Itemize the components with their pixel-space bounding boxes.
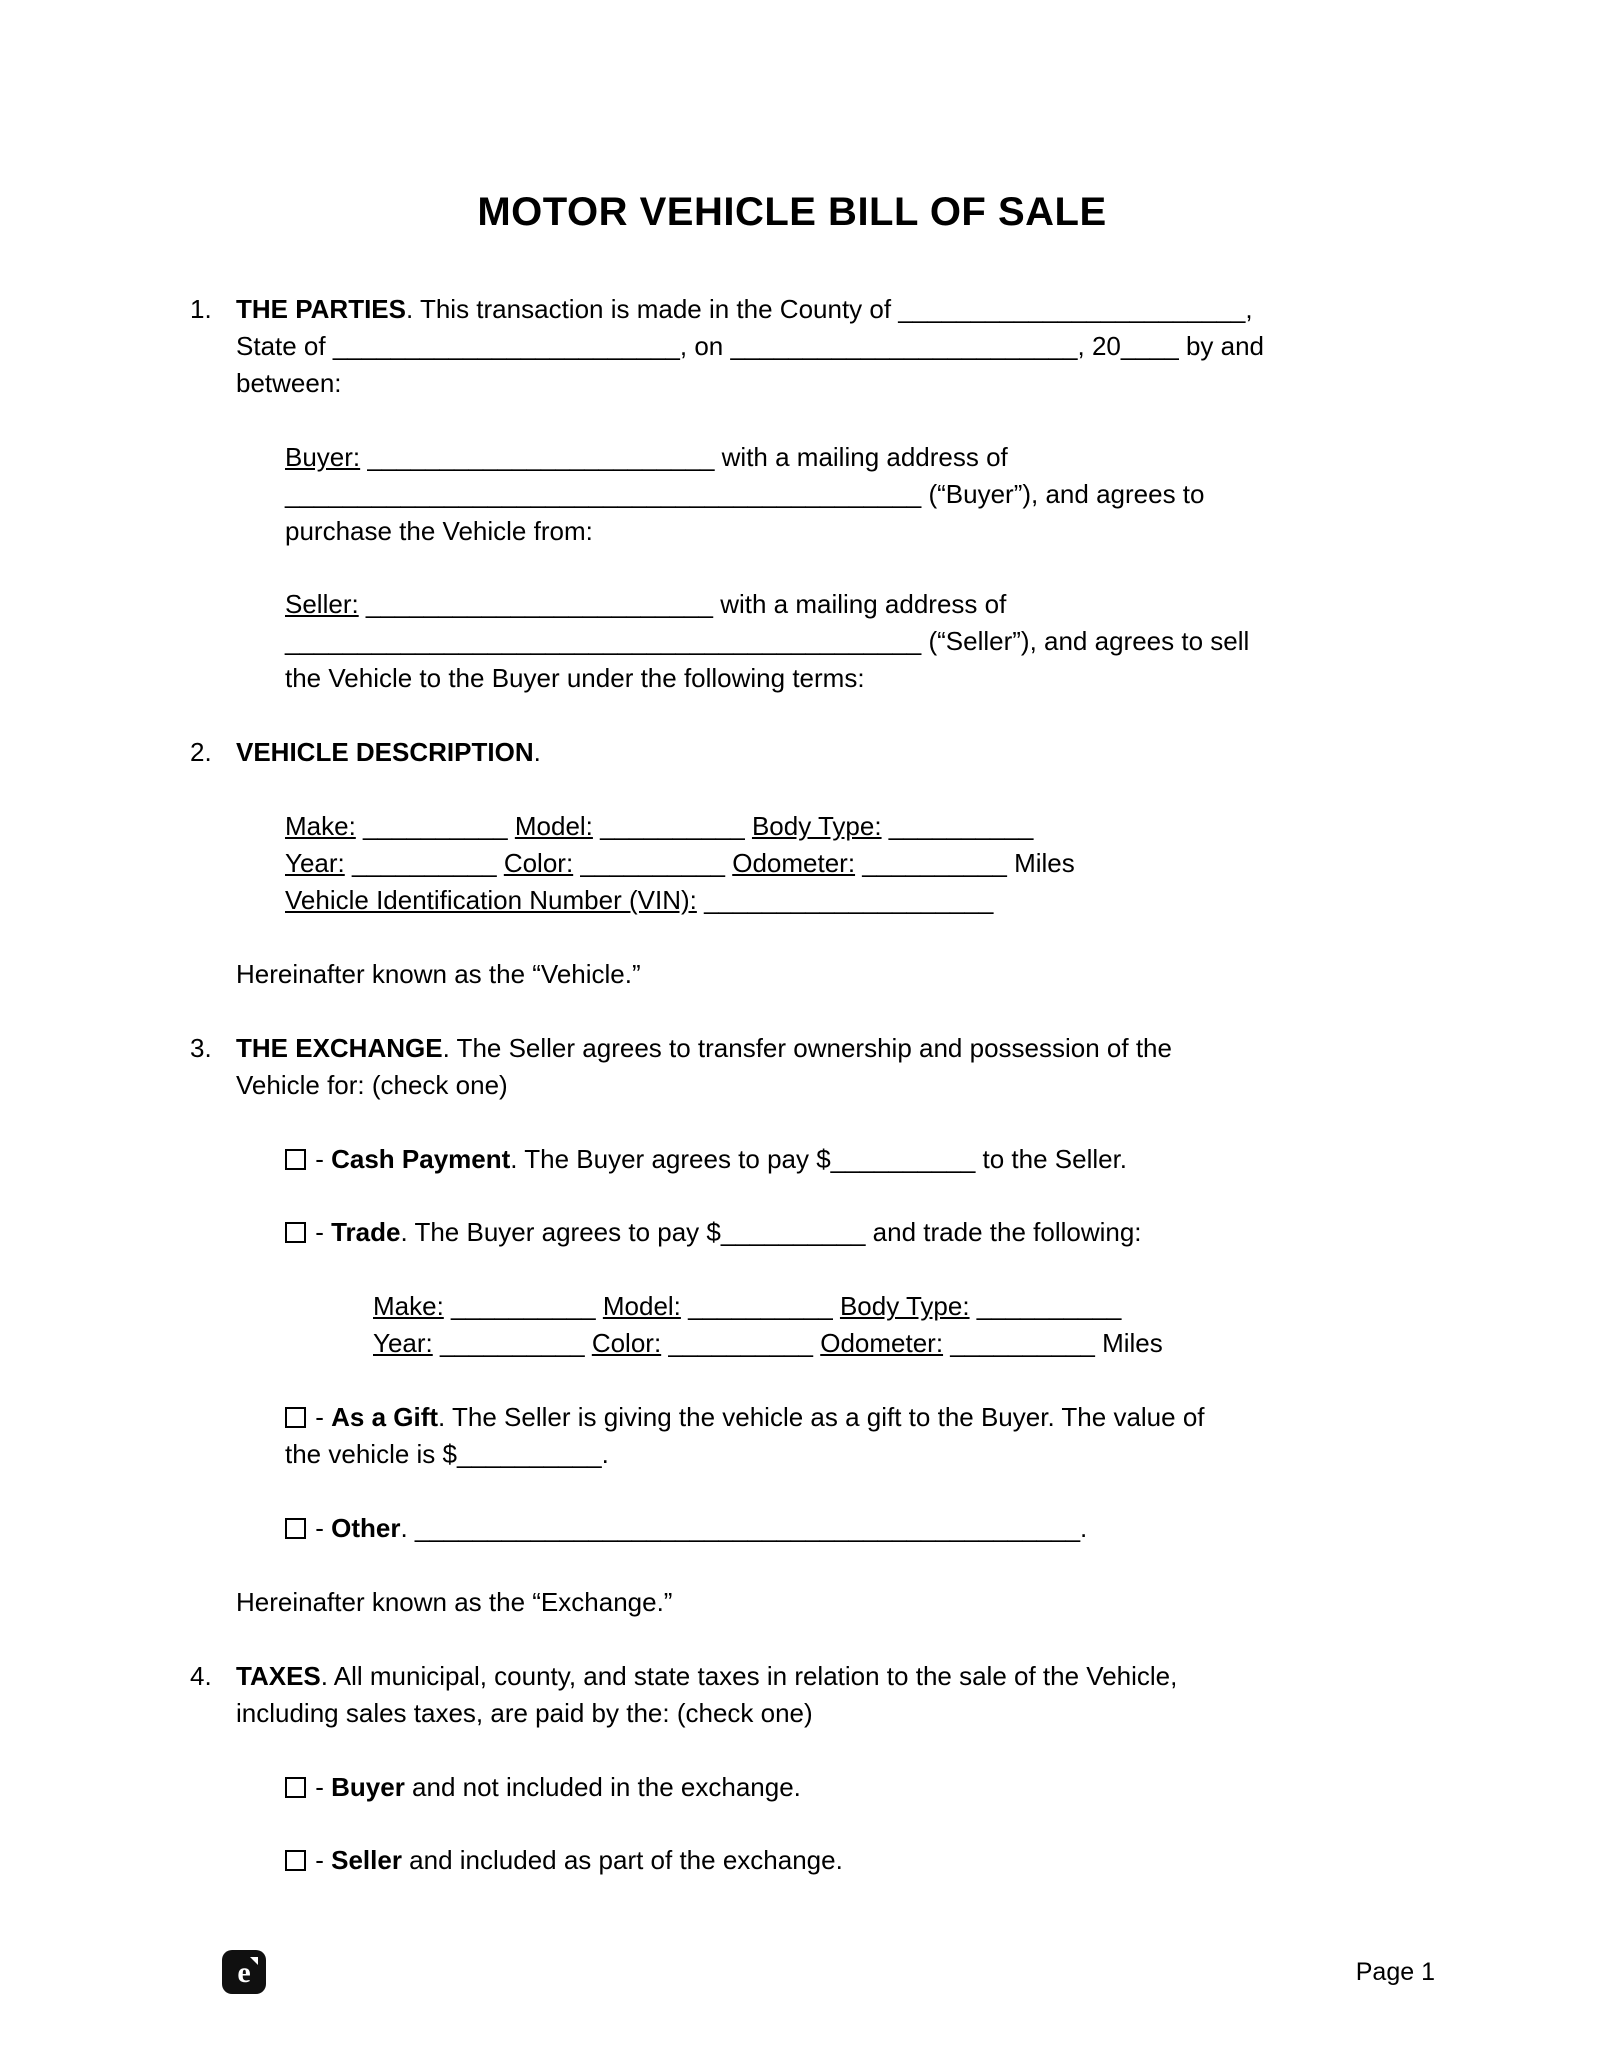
text-segment: THE EXCHANGE xyxy=(236,1032,443,1063)
text-segment: . xyxy=(533,737,541,768)
section-vehicle-body xyxy=(236,734,1394,1030)
underlined-label: Body Type: xyxy=(839,1291,970,1322)
text-segment: __________ Miles xyxy=(943,1328,1163,1359)
text-segment: purchase the Vehicle from: xyxy=(285,515,593,546)
text-segment: Cash Payment xyxy=(331,1143,511,1174)
page-footer xyxy=(222,1950,1435,1994)
underlined-label: Year: xyxy=(285,847,345,878)
section-parties xyxy=(190,291,1394,734)
document-title: MOTOR VEHICLE BILL OF SALE xyxy=(477,190,1107,234)
buyer-clause xyxy=(285,439,1394,550)
underlined-label: Buyer: xyxy=(285,441,361,472)
text-segment: and included as part of the exchange. xyxy=(401,1845,843,1876)
section-parties-body xyxy=(236,291,1394,734)
text-segment: . The Buyer agrees to pay $__________ to the Seller. xyxy=(510,1143,1128,1174)
text-segment: ____________________________________________ (“Buyer”), and agrees to xyxy=(285,478,1205,509)
underlined-label: Make: xyxy=(285,811,356,842)
page-fold-icon xyxy=(250,1957,258,1965)
underlined-label: Make: xyxy=(373,1291,444,1322)
checkbox-cash-payment[interactable] xyxy=(285,1149,306,1170)
section-exchange-body xyxy=(236,1030,1394,1658)
parties-intro xyxy=(236,291,1394,402)
text-segment: Buyer xyxy=(331,1771,405,1802)
underlined-label: Body Type: xyxy=(751,811,882,842)
section-exchange xyxy=(190,1030,1394,1658)
vehicle-note xyxy=(236,956,1394,993)
text-segment: including sales taxes, are paid by the: (check one) xyxy=(236,1697,813,1728)
text-segment: Hereinafter known as the “Vehicle.” xyxy=(236,958,641,989)
checkbox-gift[interactable] xyxy=(285,1407,306,1428)
section-taxes xyxy=(190,1658,1394,1917)
text-segment: Other xyxy=(331,1512,401,1543)
checkbox-taxes-seller[interactable] xyxy=(285,1850,306,1871)
text-segment: __________ xyxy=(661,1328,821,1359)
text-segment: . The Seller is giving the vehicle as a gift to the Buyer. The value of xyxy=(438,1402,1205,1433)
text-segment: State of ________________________, on ________________________, 20____ by and xyxy=(236,330,1265,361)
option-gift xyxy=(285,1399,1394,1473)
text-segment: As a Gift xyxy=(331,1402,439,1433)
text-segment: - xyxy=(308,1217,332,1248)
underlined-label: Year: xyxy=(373,1328,433,1359)
underlined-label: Color: xyxy=(503,847,574,878)
text-segment: and not included in the exchange. xyxy=(404,1771,801,1802)
option-taxes-buyer xyxy=(285,1769,1394,1806)
checkbox-taxes-buyer[interactable] xyxy=(285,1777,306,1798)
section-vehicle-description xyxy=(190,734,1394,1030)
text-segment: THE PARTIES xyxy=(236,294,406,324)
text-segment: ________________________ with a mailing address of xyxy=(360,441,1008,472)
option-taxes-seller-text xyxy=(308,1845,843,1875)
text-segment: - xyxy=(308,1512,332,1543)
text-segment: __________ xyxy=(680,1291,840,1322)
vehicle-fields-row-2 xyxy=(285,845,1394,882)
text-segment: . ______________________________________________. xyxy=(400,1512,1088,1543)
trade-fields-row-2 xyxy=(373,1325,1394,1362)
text-segment: the vehicle is $__________. xyxy=(285,1439,609,1470)
text-segment: the Vehicle to the Buyer under the following terms: xyxy=(285,663,865,694)
section-vehicle-number: 2. xyxy=(190,737,212,768)
text-segment: Hereinafter known as the “Exchange.” xyxy=(236,1586,673,1617)
section-parties-number: 1. xyxy=(190,294,212,324)
seller-clause xyxy=(285,586,1394,697)
checkbox-other[interactable] xyxy=(285,1518,306,1539)
text-segment: __________ xyxy=(969,1291,1122,1322)
vehicle-vin-row xyxy=(285,882,1394,919)
text-segment: ________________________ with a mailing address of xyxy=(358,589,1007,620)
text-segment: __________ xyxy=(573,847,733,878)
underlined-label: Seller: xyxy=(285,589,359,620)
underlined-label: Vehicle Identification Number (VIN): xyxy=(285,884,697,915)
eforms-logo-letter: e xyxy=(237,1956,251,1989)
text-segment: . The Seller agrees to transfer ownership and possession of the xyxy=(442,1032,1172,1063)
vehicle-description-heading xyxy=(236,734,1394,771)
text-segment: __________ xyxy=(881,811,1034,842)
text-segment: Vehicle for: (check one) xyxy=(236,1069,508,1100)
text-segment: __________ xyxy=(592,811,752,842)
vehicle-fields-row-1 xyxy=(285,808,1394,845)
text-segment: - xyxy=(308,1402,332,1433)
option-trade xyxy=(285,1214,1394,1251)
text-segment: __________ xyxy=(344,847,504,878)
text-segment: __________ xyxy=(443,1291,603,1322)
trade-vehicle-fields xyxy=(373,1288,1394,1362)
text-segment: Seller xyxy=(331,1845,402,1876)
trade-fields-row-1 xyxy=(373,1288,1394,1325)
exchange-note xyxy=(236,1584,1394,1621)
text-segment: - xyxy=(308,1771,332,1802)
option-cash-payment-text xyxy=(308,1144,1127,1174)
underlined-label: Model: xyxy=(602,1291,681,1322)
section-exchange-number: 3. xyxy=(190,1032,212,1063)
text-segment: TAXES xyxy=(236,1660,321,1691)
eforms-logo-icon xyxy=(222,1950,266,1994)
section-taxes-body xyxy=(236,1658,1394,1917)
underlined-label: Color: xyxy=(591,1328,662,1359)
text-segment: ____________________ xyxy=(696,884,994,915)
option-other xyxy=(285,1510,1394,1547)
exchange-intro xyxy=(236,1030,1394,1104)
option-trade-text xyxy=(308,1217,1142,1247)
underlined-label: Model: xyxy=(514,811,593,842)
document-page xyxy=(190,150,1394,1916)
text-segment: VEHICLE DESCRIPTION xyxy=(236,737,534,768)
page-number: Page 1 xyxy=(1355,1957,1435,1986)
text-segment: . The Buyer agrees to pay $__________ and trade the following: xyxy=(400,1217,1142,1248)
text-segment: __________ xyxy=(355,811,515,842)
section-taxes-number: 4. xyxy=(190,1660,212,1691)
taxes-intro xyxy=(236,1658,1394,1732)
text-segment: - xyxy=(308,1143,332,1174)
text-segment: __________ Miles xyxy=(855,847,1075,878)
text-segment: - xyxy=(308,1845,332,1876)
option-cash-payment xyxy=(285,1141,1394,1178)
underlined-label: Odometer: xyxy=(820,1328,944,1359)
text-segment: between: xyxy=(236,367,342,398)
option-other-text xyxy=(308,1513,1087,1543)
option-taxes-seller xyxy=(285,1842,1394,1879)
vehicle-fields xyxy=(285,808,1394,919)
text-segment: . All municipal, county, and state taxes in relation to the sale of the Vehicle, xyxy=(320,1660,1178,1691)
text-segment: ____________________________________________ (“Seller”), and agrees to sell xyxy=(285,626,1250,657)
text-segment: Trade xyxy=(331,1217,401,1248)
checkbox-trade[interactable] xyxy=(285,1222,306,1243)
underlined-label: Odometer: xyxy=(732,847,856,878)
option-taxes-buyer-text xyxy=(308,1772,801,1802)
option-gift-text xyxy=(285,1402,1205,1469)
text-segment: __________ xyxy=(432,1328,592,1359)
text-segment: . This transaction is made in the County of ________________________, xyxy=(405,294,1253,324)
